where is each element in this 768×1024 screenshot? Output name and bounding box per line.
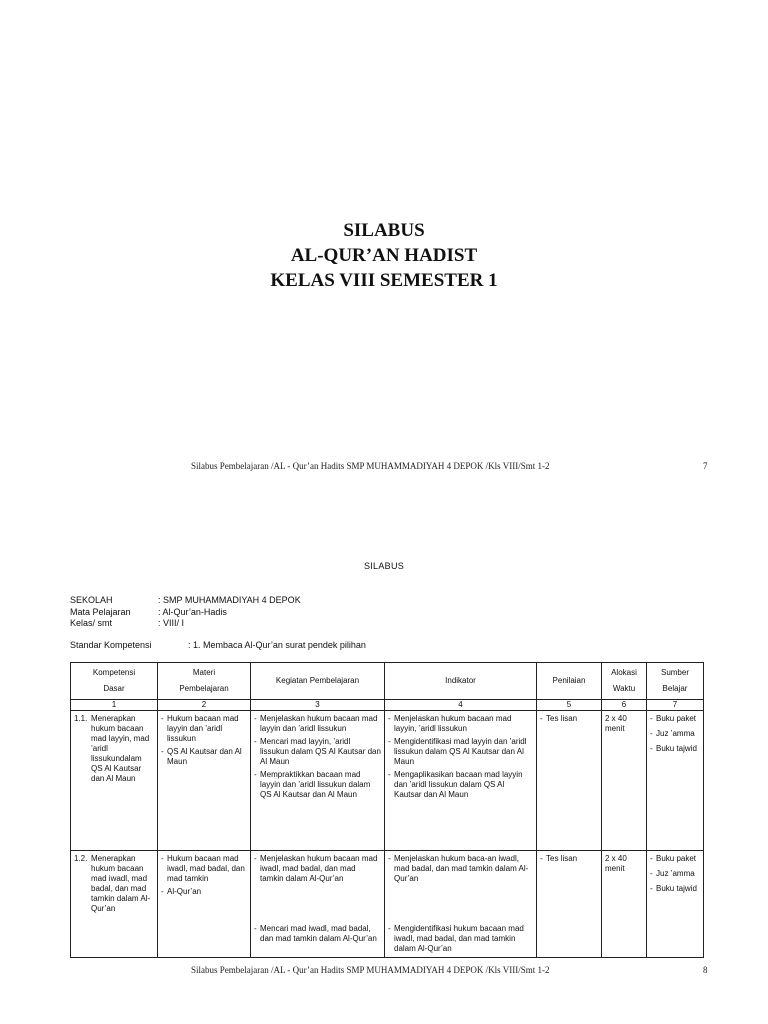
column-number-row xyxy=(71,700,704,711)
info-label: SEKOLAH xyxy=(70,595,113,605)
list-item: - Hukum bacaan mad layyin dan ’aridl lissukun xyxy=(161,714,247,744)
col-number: 1 xyxy=(71,700,158,711)
materi-cell xyxy=(158,851,251,958)
sumber-cell xyxy=(647,711,704,851)
cover-title-line-1: SILABUS xyxy=(343,220,425,241)
materi-cell xyxy=(158,711,251,851)
indikator-cell xyxy=(385,851,537,958)
footer-text: Silabus Pembelajaran /AL - Qur’an Hadits SMP MUHAMMADIYAH 4 DEPOK /Kls VIII/Smt 1-2 xyxy=(191,461,550,471)
info-value: : Al-Qur’an-Hadis xyxy=(158,607,227,617)
list-item: - Juz ’amma xyxy=(650,869,700,879)
info-label: Kelas/ smt xyxy=(70,618,113,628)
alokasi-cell: 2 x 40 menit xyxy=(602,711,647,851)
table-header-row xyxy=(71,663,704,700)
info-kelas xyxy=(70,617,184,629)
cover-title-line-2: AL-QUR’AN HADIST xyxy=(290,245,478,266)
list-item: - Menjelaskan hukum bacaan mad layyin, ’aridl lissukun xyxy=(388,714,533,734)
penilaian-cell xyxy=(537,851,602,958)
page-number: 7 xyxy=(703,461,708,471)
kd-text: Menerapkan hukum bacaan mad iwadl, mad badal, dan mad tamkin dalam Al-Qur’an xyxy=(91,854,151,913)
col-number: 2 xyxy=(158,700,251,711)
kegiatan-cell xyxy=(251,851,385,958)
silabus-title: SILABUS xyxy=(363,561,405,571)
sk-label: Standar Kompetensi xyxy=(70,640,152,650)
list-item: - Buku paket xyxy=(650,854,700,864)
sk-value: : 1. Membaca Al-Qur’an surat pendek pilihan xyxy=(188,640,366,650)
kd-text: Menerapkan hukum bacaan mad layyin, mad ’aridl lissukundalam QS Al Kautsar dan Al Maun xyxy=(91,714,150,783)
table-row xyxy=(71,851,704,958)
col-number: 5 xyxy=(537,700,602,711)
cover-title xyxy=(0,218,768,293)
list-item: - Menjelaskan hukum bacaan mad iwadl, mad badal, dan mad tamkin dalam Al-Qur’an xyxy=(254,854,381,884)
list-item: - Mempraktikkan bacaan mad layyin dan ’aridl lissukun dalam QS Al Kautsar dan Al Maun xyxy=(254,770,381,800)
kd-cell xyxy=(71,711,158,851)
standar-kompetensi xyxy=(70,640,366,650)
col-header-indikator: Indikator xyxy=(385,663,537,700)
col-number: 3 xyxy=(251,700,385,711)
info-value: : SMP MUHAMMADIYAH 4 DEPOK xyxy=(158,595,301,605)
kd-number: 1.2. xyxy=(74,854,88,863)
kd-number: 1.1. xyxy=(74,714,88,723)
footer-text: Silabus Pembelajaran /AL - Qur’an Hadits SMP MUHAMMADIYAH 4 DEPOK /Kls VIII/Smt 1-2 xyxy=(191,965,550,975)
kd-cell xyxy=(71,851,158,958)
col-header-materi: Materi Pembelajaran xyxy=(158,663,251,700)
list-item: - Mencari mad layyin, ’aridl lissukun dalam QS Al Kautsar dan Al Maun xyxy=(254,737,381,767)
list-item: - Al-Qur’an xyxy=(161,887,247,897)
silabus-table xyxy=(70,662,704,958)
list-item: - Mencari mad iwadl, mad badal, dan mad tamkin dalam Al-Qur’an xyxy=(254,924,381,944)
list-item: - Tes lisan xyxy=(540,854,598,864)
penilaian-cell xyxy=(537,711,602,851)
list-item: - Tes lisan xyxy=(540,714,598,724)
list-item: - Hukum bacaan mad iwadl, mad badal, dan mad tamkin xyxy=(161,854,247,884)
list-item: - Menjelaskan hukum baca-an iwadl, mad badal, dan mad tamkin dalam Al-Qur’an xyxy=(388,854,533,884)
list-item: - Buku tajwid xyxy=(650,884,700,894)
table-row xyxy=(71,711,704,851)
cover-title-line-3: KELAS VIII SEMESTER 1 xyxy=(270,270,498,291)
list-item: - Buku tajwid xyxy=(650,744,700,754)
col-number: 7 xyxy=(647,700,704,711)
kegiatan-cell xyxy=(251,711,385,851)
list-item: - Menjelaskan hukum bacaan mad layyin dan ’aridl lissukun xyxy=(254,714,381,734)
col-number: 4 xyxy=(385,700,537,711)
col-header-kegiatan: Kegiatan Pembelajaran xyxy=(251,663,385,700)
sumber-cell xyxy=(647,851,704,958)
col-number: 6 xyxy=(602,700,647,711)
list-item: - Mengidentifikasi hukum bacaan mad iwadl, mad badal, dan mad tamkin dalam Al-Qur’an xyxy=(388,924,533,954)
info-value: : VIII/ I xyxy=(158,618,185,628)
indikator-cell xyxy=(385,711,537,851)
page-number: 8 xyxy=(703,965,708,975)
col-header-kompetensi-dasar: Kompetensi Dasar xyxy=(71,663,158,700)
list-item: - Mengidentifikasi mad layyin dan ’aridl lissukun dalam QS Al Kautsar dan Al Maun xyxy=(388,737,533,767)
list-item: - QS Al Kautsar dan Al Maun xyxy=(161,747,247,767)
alokasi-cell: 2 x 40 menit xyxy=(602,851,647,958)
list-item: - Buku paket xyxy=(650,714,700,724)
info-sekolah xyxy=(70,594,301,606)
info-label: Mata Pelajaran xyxy=(70,607,131,617)
col-header-alokasi: Alokasi Waktu xyxy=(602,663,647,700)
list-item: - Juz ’amma xyxy=(650,729,700,739)
list-item: - Mengaplikasikan bacaan mad layyin dan ’aridl lissukun dalam QS Al Kautsar dan Al Maun xyxy=(388,770,533,800)
col-header-sumber: Sumber Belajar xyxy=(647,663,704,700)
col-header-penilaian: Penilaian xyxy=(537,663,602,700)
